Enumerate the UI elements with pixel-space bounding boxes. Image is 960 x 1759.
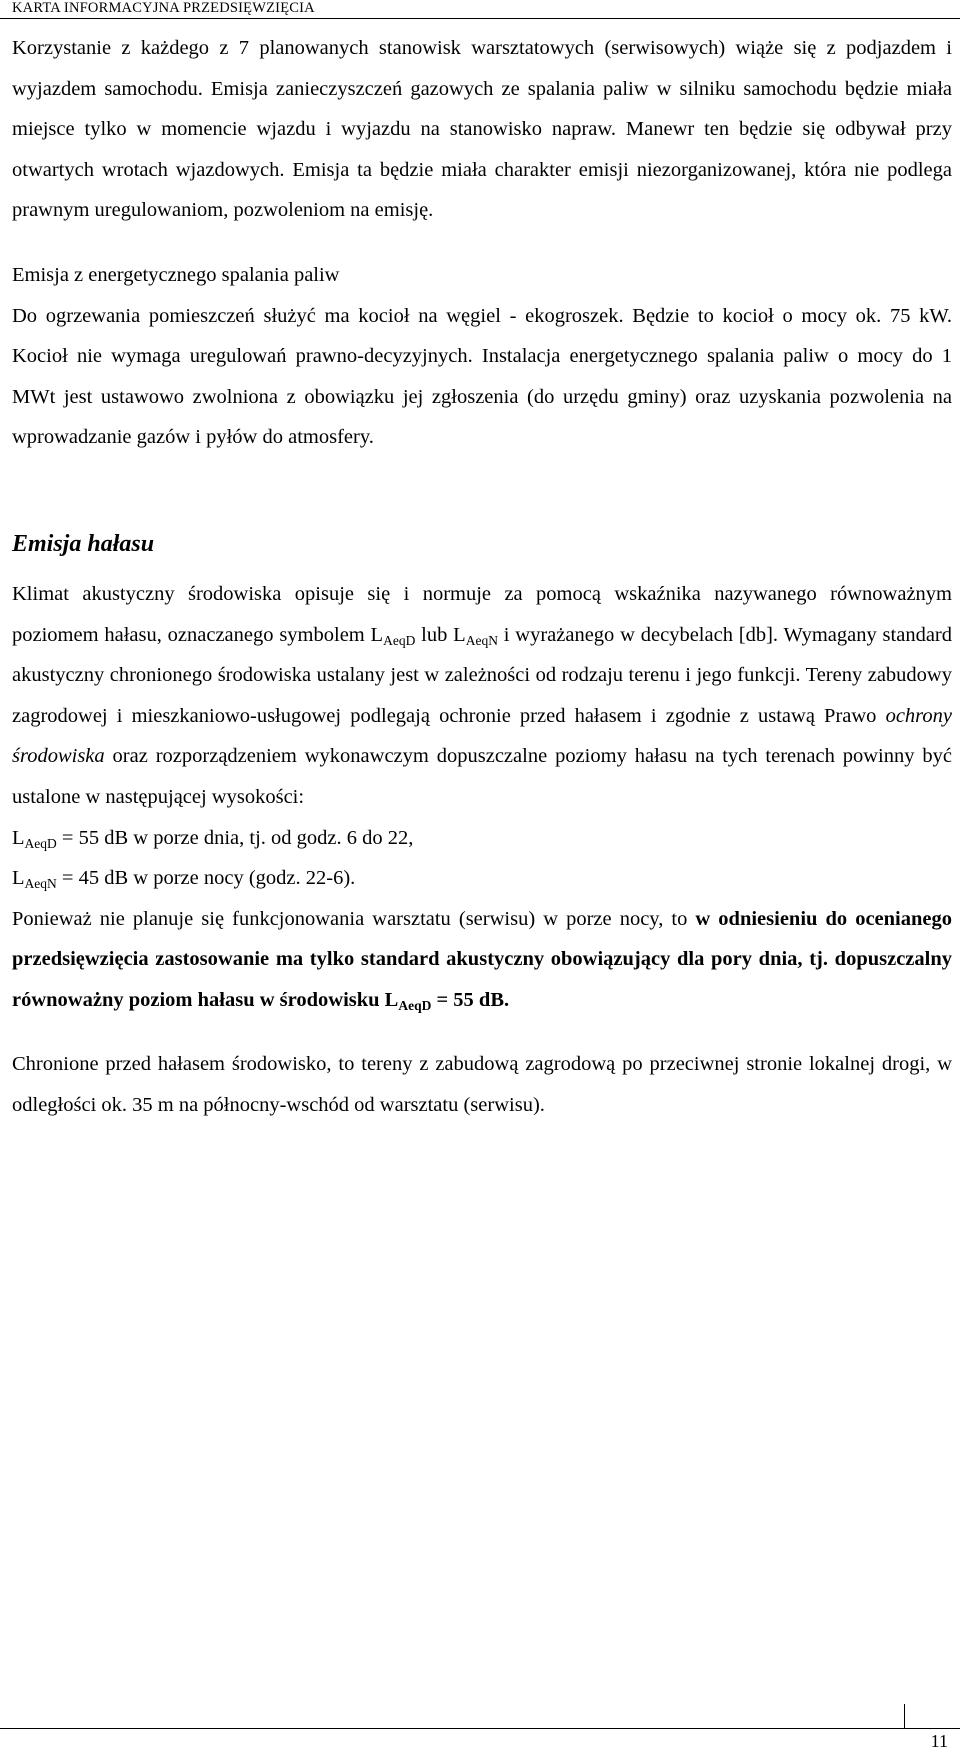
subscript-aeqd: AeqD <box>383 632 416 648</box>
footer-divider <box>0 1728 960 1729</box>
text-segment: i wyrażanego w decybelach [db]. Wymagany standard akustyczny chronionego środowiska ustalany jest w zależności od rodzaju terenu i jego funkcji. Tereny zabudowy zagrodowej i mieszkaniowo-usługowej podlegają ochronie przed hałasem i zgodnie z ustawą Prawo <box>12 623 953 727</box>
text-segment: lub L <box>415 623 466 646</box>
paragraph-fuel-combustion-title: Emisja z energetycznego spalania paliw <box>12 263 340 286</box>
paragraph-boiler: Do ogrzewania pomieszczeń służyć ma kocioł na węgiel - ekogroszek. Będzie to kocioł o mocy ok. 75 kW. Kocioł nie wymaga uregulowań prawno-decyzyjnych. Instalacja energetycznego spalania paliw o mocy do 1 MWt jest ustawowo zwolniona z obowiązku jej zgłoszenia (do urzędu gminy) oraz uzyskania pozwolenia na wprowadzanie gazów i pyłów do atmosfery. <box>12 304 952 449</box>
subscript-aeqd: AeqD <box>398 997 432 1013</box>
bold-text-segment: w odniesieniu do ocenianego przedsięwzięcia zastosowanie ma tylko standard akustyczny obowiązujący dla pory dnia, tj. dopuszczalny równoważny poziom hałasu w środowisku L <box>12 907 952 1011</box>
page-header <box>0 0 960 19</box>
page-number: 11 <box>930 1731 948 1751</box>
header-title: KARTA INFORMACYJNA PRZEDSIĘWZIĘCIA <box>12 0 315 16</box>
page-number-frame <box>904 1704 960 1728</box>
limit-day <box>12 818 952 859</box>
text-segment: Ponieważ nie planuje się funkcjonowania warsztatu (serwisu) w porze nocy, to <box>12 907 696 930</box>
subscript-aeqn: AeqN <box>465 632 498 648</box>
symbol-l: L <box>12 867 25 890</box>
document-body <box>12 28 952 1126</box>
text-segment: oraz rozporządzeniem wykonawczym dopuszczalne poziomy hałasu na tych terenach powinny być ustalone w następującej wysokości: <box>12 745 952 808</box>
text-segment: = 45 dB w porze nocy (godz. 22-6). <box>56 867 356 890</box>
subscript-aeqd: AeqD <box>24 835 57 851</box>
italic-law-name: ochrony środowiska <box>12 704 952 768</box>
paragraph-day-standard <box>12 899 952 1021</box>
subscript-aeqn: AeqN <box>24 876 57 892</box>
paragraph-protected-area: Chronione przed hałasem środowisko, to tereny z zabudową zagrodową po przeciwnej stronie lokalnej drogi, w odległości ok. 35 m na północny-wschód od warsztatu (serwisu). <box>12 1053 952 1117</box>
limit-night <box>12 858 952 899</box>
text-segment: = 55 dB w porze dnia, tj. od godz. 6 do 22, <box>56 826 414 849</box>
section-heading-noise: Emisja hałasu <box>12 530 155 557</box>
symbol-l: L <box>12 826 25 849</box>
paragraph-noise-climate <box>12 574 952 818</box>
bold-text-segment: = 55 dB. <box>431 988 510 1011</box>
text-segment: Klimat akustyczny środowiska opisuje się i normuje za pomocą wskaźnika nazywanego równoważnym poziomem hałasu, oznaczanego symbolem L <box>12 582 952 646</box>
paragraph-emissions-vehicles: Korzystanie z każdego z 7 planowanych stanowisk warsztatowych (serwisowych) wiąże się z podjazdem i wyjazdem samochodu. Emisja zanieczyszczeń gazowych ze spalania paliw w silniku samochodu będzie miała miejsce tylko w momencie wjazdu i wyjazdu na stanowisko napraw. Manewr ten będzie się odbywał przy otwartych wrotach wjazdowych. Emisja ta będzie miała charakter emisji niezorganizowanej, która nie podlega prawnym uregulowaniom, pozwoleniom na emisję. <box>12 37 952 222</box>
